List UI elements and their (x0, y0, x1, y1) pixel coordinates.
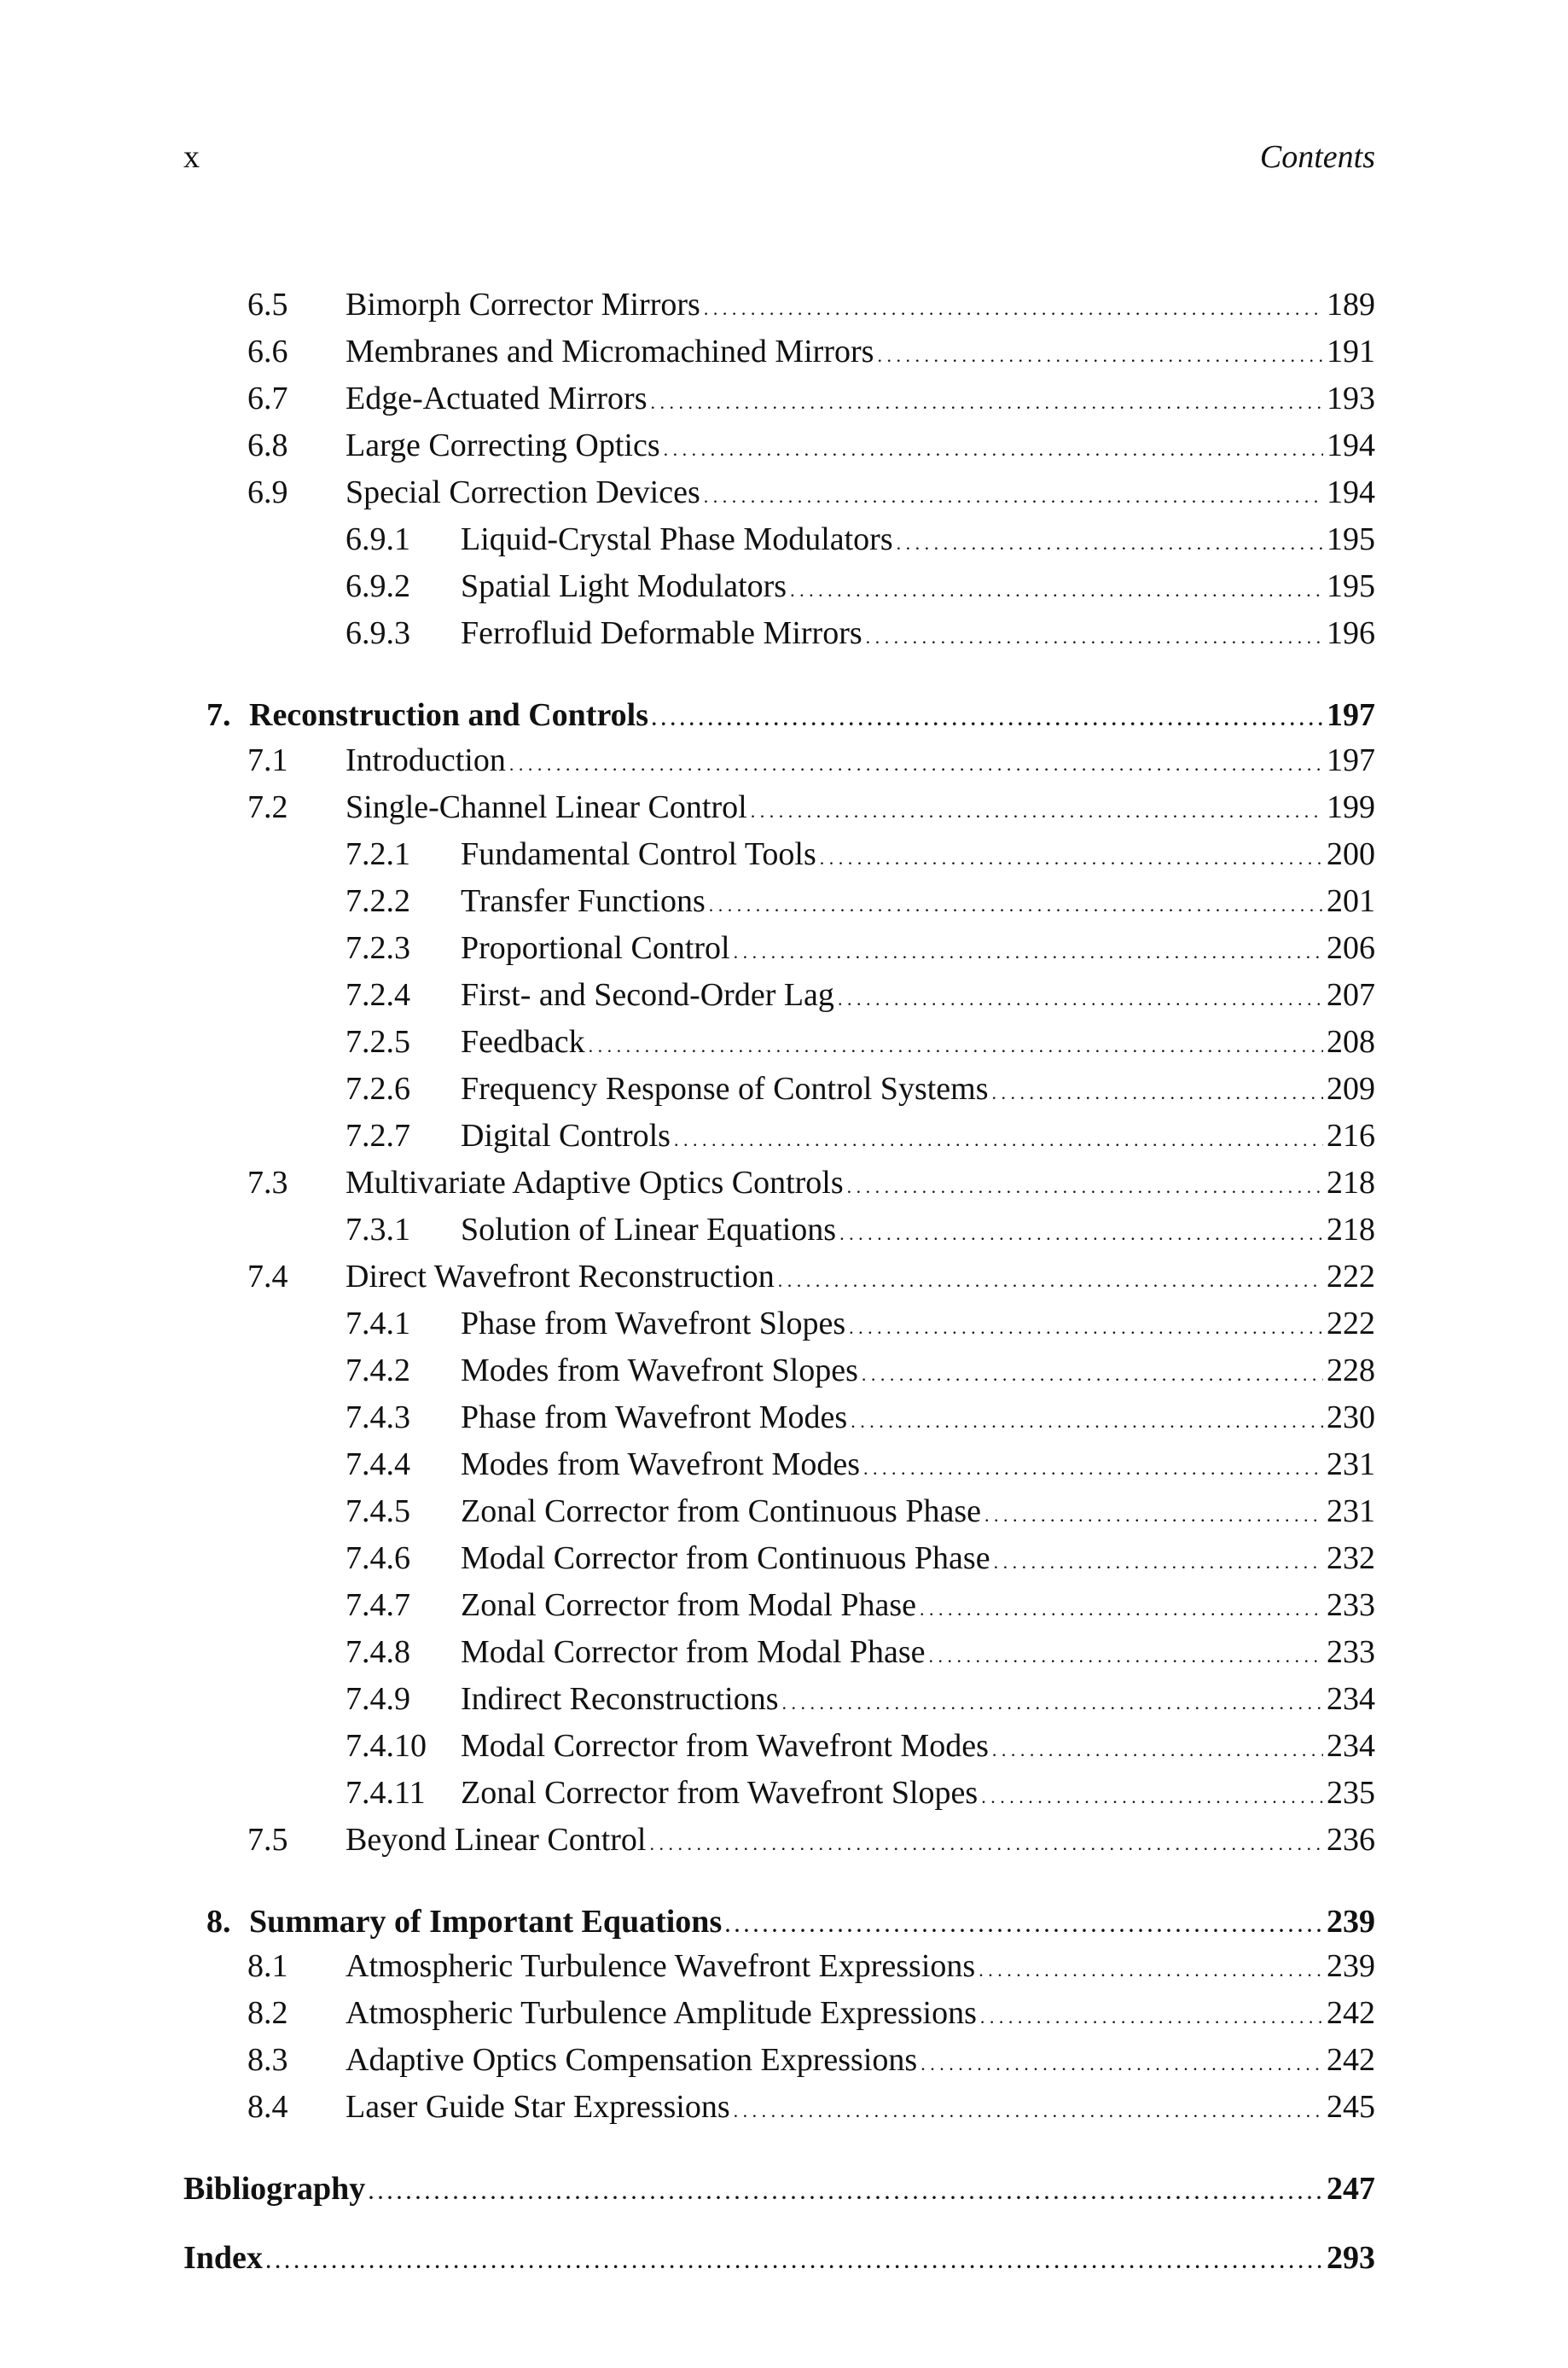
dot-leader (920, 1582, 1323, 1632)
toc-entry-page: 239 (1327, 1948, 1375, 1984)
toc-entry-line (461, 1347, 1375, 1398)
dot-leader (920, 2037, 1323, 2087)
dot-leader (851, 1394, 1323, 1445)
toc-entry-line (461, 516, 1375, 567)
toc-entry-line (346, 375, 1375, 426)
toc-entry[interactable] (183, 1441, 1375, 1488)
dot-leader (984, 1488, 1323, 1539)
dot-leader (651, 375, 1324, 426)
toc-entry-title: Frequency Response of Control Systems (461, 1070, 989, 1107)
toc-entry-page: 233 (1327, 1633, 1375, 1670)
dot-leader (929, 1629, 1323, 1679)
toc-entry-page: 191 (1327, 334, 1375, 369)
toc-entry-line (346, 422, 1375, 473)
toc-entry-number: 7.2 (247, 788, 288, 825)
toc-entry-page: 201 (1327, 882, 1375, 919)
toc-entry-line (206, 695, 1375, 741)
toc-entry-number: 7.2.6 (346, 1070, 410, 1107)
toc-entry-page: 231 (1327, 1492, 1375, 1529)
toc-entry[interactable] (183, 1582, 1375, 1629)
toc-entry-number: 8. (206, 1903, 231, 1940)
toc-entry[interactable] (183, 1394, 1375, 1441)
dot-leader (849, 1300, 1323, 1351)
toc-entry-title: Liquid-Crystal Phase Modulators (461, 521, 893, 557)
toc-entry-page: 245 (1327, 2089, 1375, 2125)
toc-entry-line (461, 1676, 1375, 1726)
toc-entry[interactable] (183, 831, 1375, 878)
section-gap (183, 2211, 1375, 2237)
toc-entry[interactable] (183, 925, 1375, 972)
toc-entry[interactable] (183, 2037, 1375, 2084)
toc-entry-title: First- and Second-Order Lag (461, 976, 834, 1013)
toc-entry-number: 7.4.3 (346, 1399, 410, 1435)
dot-leader (992, 1723, 1323, 1773)
section-gap (183, 657, 1375, 695)
dot-leader (751, 784, 1323, 835)
dot-leader (734, 925, 1323, 975)
dot-leader (782, 1676, 1323, 1726)
dot-leader (866, 610, 1323, 660)
toc-entry-page: 231 (1327, 1446, 1375, 1482)
toc-entry[interactable] (183, 1817, 1375, 1864)
toc-entry-number: 7.4.8 (346, 1633, 410, 1670)
toc-entry-number: 6.9.1 (346, 521, 410, 557)
toc-entry-line (346, 737, 1375, 788)
toc-entry-number: 7.2.7 (346, 1117, 410, 1154)
toc-entry-title: Phase from Wavefront Modes (461, 1399, 848, 1435)
toc-entry-page: 239 (1327, 1903, 1375, 1940)
toc-entry-page: 194 (1327, 428, 1375, 463)
toc-entry-line (346, 329, 1375, 379)
toc-entry[interactable] (183, 1347, 1375, 1394)
toc-entry-title: Large Correcting Optics (346, 428, 660, 463)
dot-leader (652, 695, 1323, 741)
toc-entry-number: 6.9.3 (346, 615, 410, 651)
toc-entry-title: Modal Corrector from Modal Phase (461, 1633, 926, 1670)
toc-entry-number: 7.2.3 (346, 929, 410, 966)
toc-entry-page: 230 (1327, 1399, 1375, 1435)
toc-entry-number: 7.4.4 (346, 1446, 410, 1482)
toc-entry-title: Membranes and Micromachined Mirrors (346, 334, 874, 369)
dot-leader (847, 1160, 1323, 1210)
toc-entry-page: 193 (1327, 381, 1375, 416)
dot-leader (674, 1113, 1323, 1163)
toc-entry-line (461, 1207, 1375, 1257)
dot-leader (704, 469, 1323, 520)
toc-entry-number: 7.4.5 (346, 1492, 410, 1529)
toc-entry-title: Atmospheric Turbulence Wavefront Expressions (346, 1948, 976, 1984)
toc-entry-title: Atmospheric Turbulence Amplitude Expressions (346, 1995, 977, 2031)
dot-leader (980, 1990, 1323, 2040)
toc-entry-line (346, 1943, 1375, 1993)
dot-leader (709, 878, 1323, 928)
dot-leader (509, 737, 1323, 788)
toc-chapter-entry[interactable] (183, 2168, 1375, 2211)
toc-entry-title: Spatial Light Modulators (461, 568, 787, 604)
toc-entry-page: 235 (1327, 1774, 1375, 1811)
toc-entry-number: 6.9 (247, 474, 288, 510)
toc-entry-page: 194 (1327, 474, 1375, 510)
toc-entry-page: 293 (1327, 2239, 1375, 2276)
dot-leader (778, 1254, 1323, 1304)
toc-entry-line (346, 2084, 1375, 2134)
toc-entry[interactable] (183, 469, 1375, 516)
toc-entry[interactable] (183, 422, 1375, 469)
toc-entry-line (461, 1300, 1375, 1351)
toc-entry-number: 7.4.11 (346, 1774, 426, 1811)
dot-leader (664, 422, 1323, 473)
toc-entry-title: Zonal Corrector from Wavefront Slopes (461, 1774, 979, 1811)
toc-entry[interactable] (183, 1254, 1375, 1300)
toc-entry-page: 199 (1327, 788, 1375, 825)
toc-entry-number: 7.4 (247, 1258, 288, 1295)
toc-entry-page: 216 (1327, 1117, 1375, 1154)
toc-entry-number: 6.9.2 (346, 568, 410, 604)
section-gap (183, 2131, 1375, 2168)
toc-entry-page: 242 (1327, 2042, 1375, 2078)
toc-entry-number: 7.3 (247, 1164, 288, 1201)
toc-entry-page: 247 (1327, 2171, 1375, 2207)
toc-entry-title: Single-Channel Linear Control (346, 788, 747, 825)
dot-leader (992, 1066, 1323, 1116)
toc-entry-page: 218 (1327, 1164, 1375, 1201)
toc-entry-title: Beyond Linear Control (346, 1821, 647, 1858)
toc-entry-number: 7.2.1 (346, 835, 410, 872)
toc-entry-number: 7. (206, 697, 231, 733)
toc-entry-line (461, 1066, 1375, 1116)
toc-entry-title: Reconstruction and Controls (249, 697, 648, 733)
toc-entry-line (461, 1441, 1375, 1492)
dot-leader (734, 2084, 1323, 2134)
dot-leader (897, 516, 1323, 567)
table-of-contents (183, 282, 1375, 2279)
dot-leader (649, 1817, 1323, 1867)
toc-entry-page: 189 (1327, 287, 1375, 323)
toc-entry[interactable] (183, 784, 1375, 831)
toc-entry-line (461, 1770, 1375, 1820)
dot-leader (981, 1770, 1323, 1820)
toc-entry-line (346, 282, 1375, 332)
toc-entry[interactable] (183, 737, 1375, 784)
toc-entry[interactable] (183, 1207, 1375, 1254)
toc-entry-page: 197 (1327, 742, 1375, 778)
dot-leader (994, 1535, 1323, 1585)
toc-entry-number: 7.4.7 (346, 1586, 410, 1623)
toc-entry-page: 234 (1327, 1727, 1375, 1764)
toc-entry-line (461, 1723, 1375, 1773)
toc-entry-number: 7.2.2 (346, 882, 410, 919)
toc-entry-title: Bibliography (183, 2171, 366, 2207)
toc-chapter-entry[interactable] (183, 1901, 1375, 1944)
toc-entry-page: 234 (1327, 1680, 1375, 1717)
toc-entry-page: 206 (1327, 929, 1375, 966)
toc-entry-number: 7.4.2 (346, 1352, 410, 1388)
toc-entry-number: 6.5 (247, 287, 288, 323)
toc-entry[interactable] (183, 1943, 1375, 1990)
toc-entry-line (346, 1990, 1375, 2040)
toc-entry-title: Ferrofluid Deformable Mirrors (461, 615, 862, 651)
toc-entry[interactable] (183, 1488, 1375, 1535)
toc-entry-page: 222 (1327, 1305, 1375, 1341)
toc-entry[interactable] (183, 375, 1375, 422)
toc-entry-number: 7.2.5 (346, 1023, 410, 1060)
toc-entry-title: Phase from Wavefront Slopes (461, 1305, 846, 1341)
toc-entry-page: 232 (1327, 1539, 1375, 1576)
toc-entry-page: 208 (1327, 1023, 1375, 1060)
toc-entry-title: Transfer Functions (461, 882, 706, 919)
toc-entry-number: 7.4.10 (346, 1727, 427, 1764)
dot-leader (863, 1441, 1323, 1492)
toc-entry-line (461, 1394, 1375, 1445)
toc-entry-page: 222 (1327, 1258, 1375, 1295)
toc-entry-title: Edge-Actuated Mirrors (346, 381, 648, 416)
toc-entry-line (346, 469, 1375, 520)
toc-entry-number: 8.4 (247, 2089, 288, 2125)
toc-entry-number: 7.3.1 (346, 1211, 410, 1248)
toc-entry-title: Index (183, 2239, 263, 2276)
toc-chapter-entry[interactable] (183, 695, 1375, 737)
toc-entry-page: 195 (1327, 521, 1375, 557)
toc-entry[interactable] (183, 1676, 1375, 1723)
dot-leader (369, 2168, 1323, 2214)
dot-leader (838, 972, 1323, 1022)
toc-entry[interactable] (183, 1300, 1375, 1347)
toc-entry-title: Introduction (346, 742, 506, 778)
dot-leader (839, 1207, 1323, 1257)
toc-entry-title: Multivariate Adaptive Optics Controls (346, 1164, 844, 1201)
toc-entry-line (206, 1901, 1375, 1947)
toc-entry-page: 233 (1327, 1586, 1375, 1623)
toc-entry-title: Modes from Wavefront Modes (461, 1446, 860, 1482)
toc-entry[interactable] (183, 972, 1375, 1019)
toc-entry-title: Special Correction Devices (346, 474, 700, 510)
toc-entry[interactable] (183, 282, 1375, 329)
toc-entry-line (461, 1582, 1375, 1632)
toc-entry-title: Laser Guide Star Expressions (346, 2089, 730, 2125)
toc-entry-line (346, 1254, 1375, 1304)
toc-entry-number: 8.1 (247, 1948, 288, 1984)
toc-entry-number: 7.4.6 (346, 1539, 410, 1576)
toc-entry-line (346, 2037, 1375, 2087)
dot-leader (266, 2237, 1323, 2284)
toc-entry-line (461, 925, 1375, 975)
dot-leader (704, 282, 1323, 332)
toc-entry-page: 207 (1327, 976, 1375, 1013)
toc-entry-line (461, 610, 1375, 660)
toc-entry[interactable] (183, 1535, 1375, 1582)
toc-entry-number: 7.4.9 (346, 1680, 410, 1717)
toc-entry-page: 236 (1327, 1821, 1375, 1858)
toc-entry-page: 242 (1327, 1995, 1375, 2031)
dot-leader (862, 1347, 1323, 1398)
toc-entry-title: Summary of Important Equations (249, 1903, 723, 1940)
toc-entry-number: 8.2 (247, 1995, 288, 2031)
toc-entry-title: Zonal Corrector from Continuous Phase (461, 1492, 982, 1529)
toc-entry-number: 7.2.4 (346, 976, 410, 1013)
toc-entry-title: Modes from Wavefront Slopes (461, 1352, 858, 1388)
toc-entry-page: 218 (1327, 1211, 1375, 1248)
dot-leader (725, 1901, 1323, 1947)
toc-entry[interactable] (183, 1990, 1375, 2037)
toc-entry[interactable] (183, 2084, 1375, 2131)
toc-entry-line (461, 1113, 1375, 1163)
toc-entry-number: 7.1 (247, 742, 288, 778)
toc-entry-line (183, 2237, 1375, 2284)
toc-entry-line (461, 831, 1375, 881)
toc-entry[interactable] (183, 1113, 1375, 1160)
toc-entry[interactable] (183, 1160, 1375, 1207)
toc-entry-line (461, 1488, 1375, 1539)
toc-entry-title: Adaptive Optics Compensation Expressions (346, 2042, 918, 2078)
toc-entry-line (461, 563, 1375, 614)
toc-entry-title: Solution of Linear Equations (461, 1211, 837, 1248)
toc-entry-line (461, 878, 1375, 928)
toc-entry[interactable] (183, 1770, 1375, 1817)
toc-entry-title: Fundamental Control Tools (461, 835, 816, 872)
toc-entry-page: 196 (1327, 615, 1375, 651)
toc-entry[interactable] (183, 563, 1375, 610)
toc-entry[interactable] (183, 516, 1375, 563)
toc-entry-number: 6.8 (247, 428, 288, 463)
section-gap (183, 1864, 1375, 1901)
running-head: Contents (1259, 139, 1375, 175)
dot-leader (877, 329, 1323, 379)
toc-entry[interactable] (183, 1066, 1375, 1113)
toc-entry-page: 228 (1327, 1352, 1375, 1388)
toc-entry-line (461, 1629, 1375, 1679)
toc-chapter-entry[interactable] (183, 2237, 1375, 2280)
toc-entry-page: 209 (1327, 1070, 1375, 1107)
toc-entry-line (346, 1817, 1375, 1867)
toc-entry-line (346, 1160, 1375, 1210)
dot-leader (820, 831, 1323, 881)
toc-entry-title: Indirect Reconstructions (461, 1680, 779, 1717)
toc-entry-number: 7.5 (247, 1821, 288, 1858)
dot-leader (979, 1943, 1323, 1993)
toc-entry-title: Feedback (461, 1023, 585, 1060)
toc-entry-line (461, 1019, 1375, 1069)
toc-entry-title: Zonal Corrector from Modal Phase (461, 1586, 916, 1623)
toc-entry-page: 195 (1327, 568, 1375, 604)
toc-entry-title: Modal Corrector from Continuous Phase (461, 1539, 990, 1576)
toc-entry[interactable] (183, 1019, 1375, 1066)
toc-entry-page: 197 (1327, 697, 1375, 733)
toc-entry-page: 200 (1327, 835, 1375, 872)
toc-entry[interactable] (183, 610, 1375, 657)
toc-entry[interactable] (183, 1629, 1375, 1676)
toc-entry[interactable] (183, 878, 1375, 925)
toc-entry[interactable] (183, 1723, 1375, 1770)
toc-entry-number: 6.7 (247, 381, 288, 416)
toc-entry-line (346, 784, 1375, 835)
toc-entry[interactable] (183, 329, 1375, 375)
toc-entry-number: 8.3 (247, 2042, 288, 2078)
toc-entry-number: 6.6 (247, 334, 288, 369)
toc-entry-title: Direct Wavefront Reconstruction (346, 1258, 775, 1295)
toc-entry-title: Digital Controls (461, 1117, 671, 1154)
page-number: x (183, 139, 200, 175)
dot-leader (790, 563, 1323, 614)
toc-entry-title: Proportional Control (461, 929, 730, 966)
toc-entry-line (461, 1535, 1375, 1585)
toc-entry-line (461, 972, 1375, 1022)
dot-leader (589, 1019, 1323, 1069)
toc-entry-title: Modal Corrector from Wavefront Modes (461, 1727, 989, 1764)
toc-entry-line (183, 2168, 1375, 2214)
toc-entry-title: Bimorph Corrector Mirrors (346, 287, 700, 323)
toc-entry-number: 7.4.1 (346, 1305, 410, 1341)
